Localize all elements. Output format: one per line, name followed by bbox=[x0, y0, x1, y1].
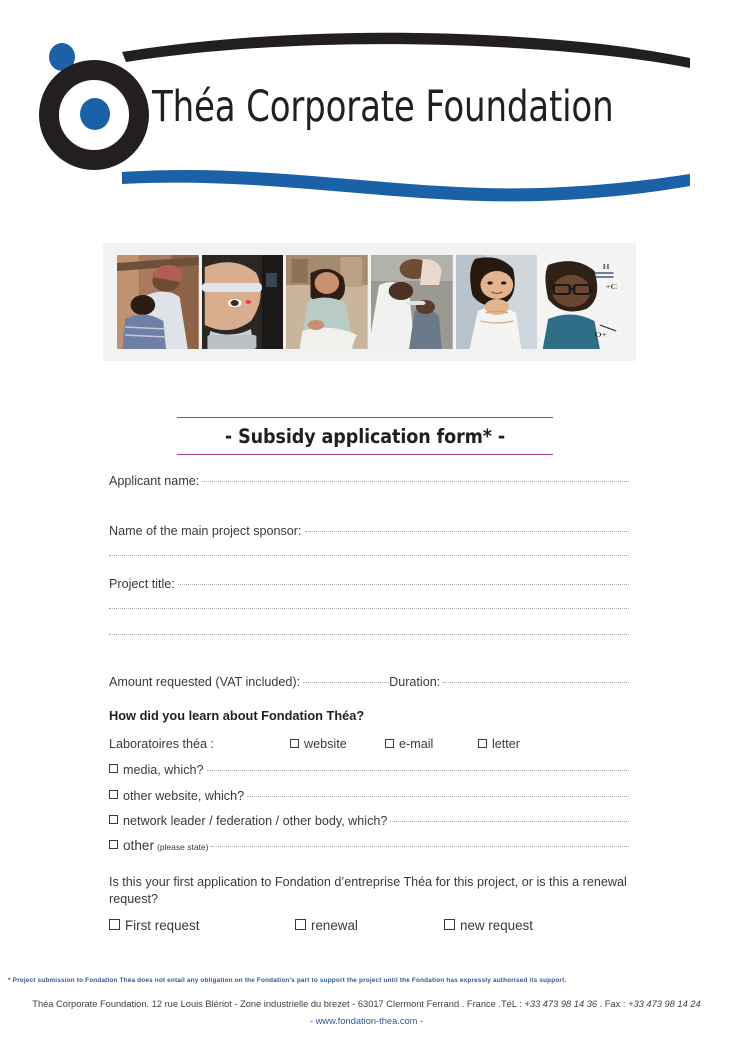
field-duration-input[interactable] bbox=[443, 682, 629, 683]
field-applicant-name-input[interactable] bbox=[202, 481, 629, 482]
field-project-sponsor[interactable] bbox=[109, 524, 629, 538]
field-project-title-input-line3[interactable] bbox=[109, 634, 629, 635]
checkbox-other[interactable] bbox=[109, 840, 118, 849]
row-other-website-label: other website, which? bbox=[123, 789, 245, 803]
labs-label-text: Laboratoires théa : bbox=[109, 737, 215, 751]
checkbox-option-website[interactable] bbox=[290, 737, 347, 751]
page-title: - Subsidy application form* - bbox=[224, 425, 506, 448]
footer-phone: +33 473 98 14 36 bbox=[524, 999, 598, 1009]
row-media-label: media, which? bbox=[123, 763, 204, 777]
checkbox-option-email[interactable] bbox=[385, 737, 433, 751]
footer-fax: +33 473 98 14 24 bbox=[628, 999, 701, 1009]
checkbox-other-website[interactable] bbox=[109, 790, 118, 799]
footer-address-text: Théa Corporate Foundation. 12 rue Louis Blériot - Zone industrielle du brezet - 63017 Clermont Ferrand . France .TéL : bbox=[32, 999, 525, 1009]
field-project-sponsor-input[interactable] bbox=[305, 531, 630, 532]
checkbox-option-letter[interactable] bbox=[478, 737, 520, 751]
checkbox-letter[interactable] bbox=[478, 739, 487, 748]
svg-text:O+: O+ bbox=[594, 331, 608, 339]
labs-label bbox=[109, 737, 214, 751]
section-heading-how-did-you-learn: How did you learn about Fondation Théa? bbox=[109, 708, 365, 723]
footer-address bbox=[0, 999, 733, 1009]
row-media-which[interactable] bbox=[109, 763, 629, 777]
renewal-question: Is this your first application to Fondation d’entreprise Théa for this project, or is this a renewal request? bbox=[109, 875, 627, 906]
field-amount-input[interactable] bbox=[303, 682, 389, 683]
checkbox-renewal-label: renewal bbox=[311, 918, 358, 933]
svg-text:+C: +C bbox=[605, 283, 618, 291]
checkbox-new-request-label: new request bbox=[460, 918, 533, 933]
row-other[interactable] bbox=[109, 838, 629, 853]
footer-website[interactable]: - www.fondation-thea.com - bbox=[309, 1016, 424, 1026]
checkbox-first-request-label: First request bbox=[125, 918, 200, 933]
footnote: * Project submission to Fondation Théa does not entail any obligation on the Fondation’s part to support the project until the Fondation has expressly authorised its support. bbox=[8, 977, 567, 984]
field-applicant-name[interactable] bbox=[109, 474, 629, 488]
checkbox-email[interactable] bbox=[385, 739, 394, 748]
field-project-title-label: Project title: bbox=[109, 577, 175, 591]
field-applicant-name-label: Applicant name: bbox=[109, 474, 200, 488]
checkbox-website[interactable] bbox=[290, 739, 299, 748]
title-rule-bottom bbox=[177, 454, 553, 455]
row-network-leader-label: network leader / federation / other body, which? bbox=[123, 814, 388, 828]
field-project-sponsor-input-line2[interactable] bbox=[109, 555, 629, 556]
checkbox-network-leader[interactable] bbox=[109, 815, 118, 824]
checkbox-letter-label: letter bbox=[492, 737, 520, 751]
field-duration-label: Duration: bbox=[389, 675, 441, 689]
row-media-input[interactable] bbox=[207, 770, 629, 771]
field-project-title-input[interactable] bbox=[178, 584, 629, 585]
field-amount-label: Amount requested (VAT included): bbox=[109, 675, 301, 689]
checkbox-media[interactable] bbox=[109, 764, 118, 773]
checkbox-option-first-request[interactable] bbox=[109, 918, 199, 933]
form-title-block bbox=[177, 417, 553, 455]
row-other-input[interactable] bbox=[211, 846, 629, 847]
row-network-leader[interactable] bbox=[109, 814, 629, 828]
checkbox-email-label: e-mail bbox=[399, 737, 434, 751]
field-project-title[interactable] bbox=[109, 577, 629, 591]
row-other-note: (please state) bbox=[156, 842, 209, 852]
row-network-leader-input[interactable] bbox=[390, 821, 629, 822]
checkbox-first-request[interactable] bbox=[109, 919, 120, 930]
footer-fax-label: . Fax : bbox=[597, 999, 629, 1009]
row-other-label: other bbox=[123, 838, 154, 853]
field-project-title-input-line2[interactable] bbox=[109, 608, 629, 609]
svg-text:H: H bbox=[602, 263, 610, 271]
checkbox-renewal[interactable] bbox=[295, 919, 306, 930]
checkbox-option-renewal[interactable] bbox=[295, 918, 358, 933]
row-other-website[interactable] bbox=[109, 789, 629, 803]
row-other-website-input[interactable] bbox=[247, 796, 629, 797]
field-project-sponsor-label: Name of the main project sponsor: bbox=[109, 524, 302, 538]
checkbox-option-new-request[interactable] bbox=[444, 918, 533, 933]
brand-title: Théa Corporate Foundation bbox=[152, 82, 614, 132]
checkbox-website-label: website bbox=[304, 737, 347, 751]
checkbox-new-request[interactable] bbox=[444, 919, 455, 930]
field-amount-duration[interactable] bbox=[109, 675, 629, 689]
